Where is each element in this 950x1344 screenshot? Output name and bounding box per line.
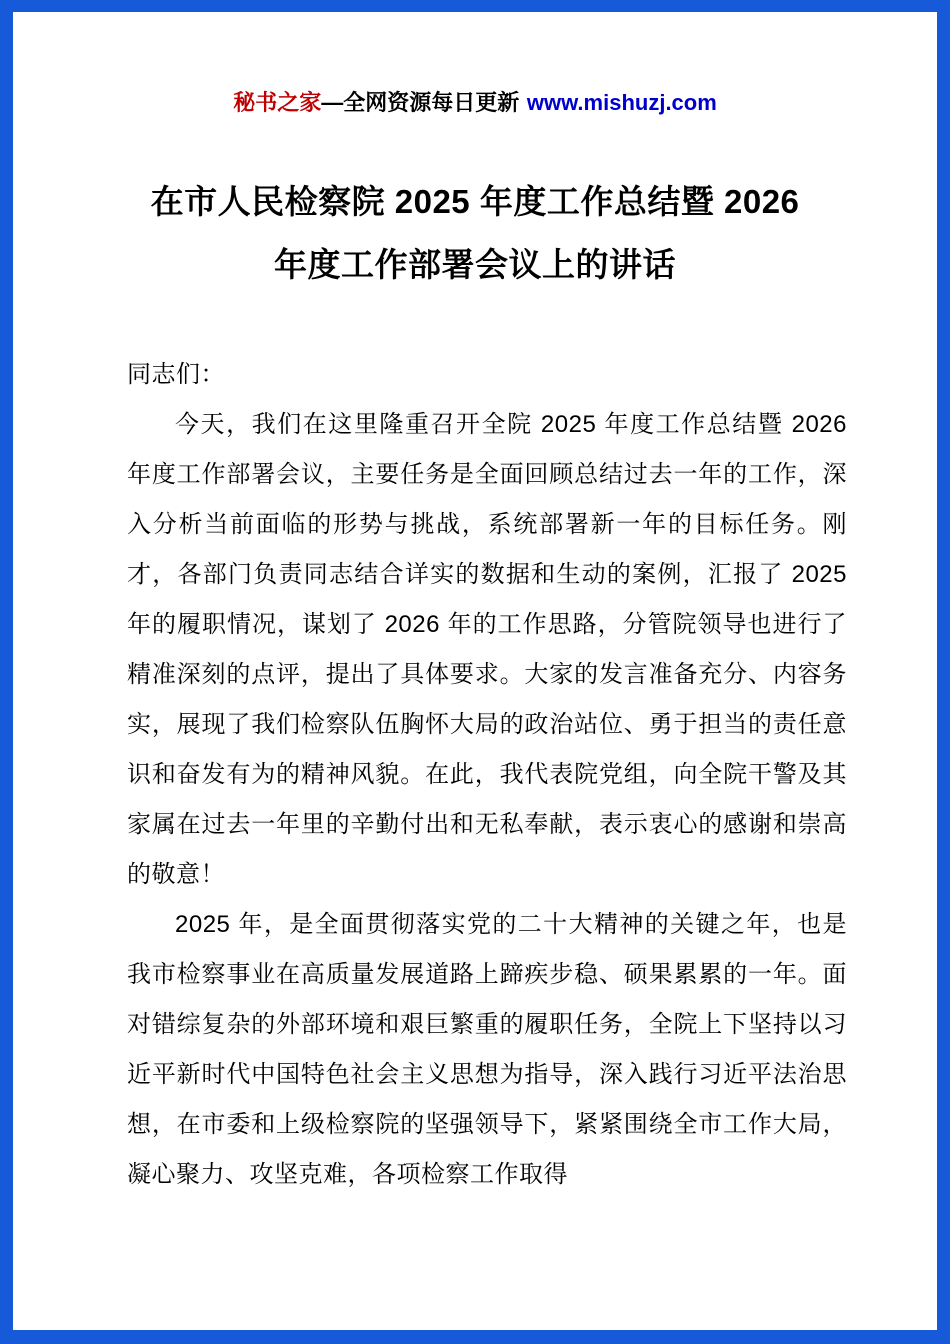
document-title	[83, 170, 867, 296]
site-header	[13, 88, 937, 118]
paragraph-2: 2025 年，是全面贯彻落实党的二十大精神的关键之年，也是我市检察事业在高质量发展道路上蹄疾步稳、硕果累累的一年。面对错综复杂的外部环境和艰巨繁重的履职任务，全院上下坚持以习近平新时代中国特色社会主义思想为指导，深入践行习近平法治思想，在市委和上级检察院的坚强领导下，紧紧围绕全市工作大局，凝心聚力、攻坚克难，各项检察工作取得	[127, 911, 847, 1188]
paragraph-1: 今天，我们在这里隆重召开全院 2025 年度工作总结暨 2026 年度工作部署会议，主要任务是全面回顾总结过去一年的工作，深入分析当前面临的形势与挑战，系统部署新一年的目标任务。刚才，各部门负责同志结合详实的数据和生动的案例，汇报了 2025 年的履职情况，谋划了 2026 年的工作思路，分管院领导也进行了精准深刻的点评，提出了具体要求。大家的发言准备充分、内容务实，展现了我们检察队伍胸怀大局的政治站位、勇于担当的责任意识和奋发有为的精神风貌。在此，我代表院党组，向全院干警及其家属在过去一年里的辛勤付出和无私奉献，表示衷心的感谢和崇高的敬意！	[127, 411, 847, 888]
site-tagline-text: —全网资源每日更新	[321, 90, 520, 115]
document-body	[127, 350, 847, 1200]
document-title-line-2: 年度工作部署会议上的讲话	[274, 246, 676, 283]
site-brand-text: 秘书之家	[233, 90, 322, 115]
site-url-link[interactable]: www.mishuzj.com	[526, 90, 717, 115]
document-title-line-1: 在市人民检察院 2025 年度工作总结暨 2026	[150, 183, 800, 220]
salutation: 同志们：	[127, 361, 225, 388]
